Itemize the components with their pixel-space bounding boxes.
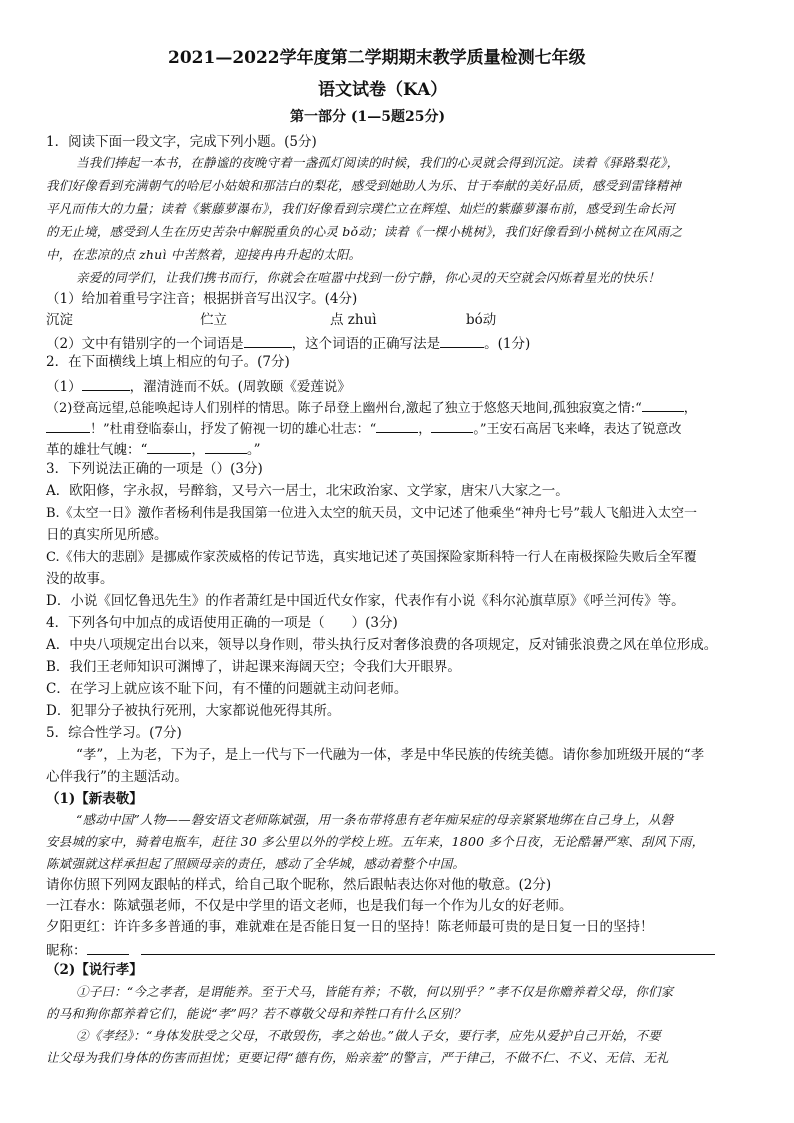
q3-option-b-cont: 日的真实所见所感。 <box>46 527 168 543</box>
q1-passage-line: 我们好像看到充满朝气的哈尼小姑娘和那洁白的梨花，感受到她助人为乐、甘于奉献的美好品质，感受到雷锋精神 <box>46 178 682 193</box>
nickname-blank[interactable] <box>87 942 129 955</box>
q3-option-a: A．欧阳修，字永叔，号醉翁，又号六一居士，北宋政治家、文学家，唐宋八大家之一。 <box>46 483 569 499</box>
answer-blank[interactable] <box>440 335 484 348</box>
answer-blank[interactable] <box>46 420 90 433</box>
q1-passage-closing: 亲爱的同学们，让我们携书而行，你就会在喧嚣中找到一份宁静，你心灵的天空就会闪烁着星光的快乐！ <box>76 270 661 285</box>
answer-blank[interactable] <box>431 420 473 433</box>
q5-stem: 5．综合性学习。(7分) <box>46 725 182 741</box>
part-heading: 第一部分 (1—5题25分) <box>290 109 446 125</box>
reply-yijiangchunshui: 一江春水：陈斌强老师，不仅是中学里的语文老师，也是我们每一个作为儿女的好老师。 <box>46 898 573 914</box>
q4-stem: 4．下列各句中加点的成语使用正确的一项是（ ）(3分) <box>46 615 398 631</box>
q5-part1-heading: （1)【新表敬】 <box>46 791 143 807</box>
answer-blank[interactable] <box>376 420 418 433</box>
quote-line: 让父母为我们身体的伤害而担忧；更要记得“德有伤，贻亲羞”的警言，严于律己，不做不仁、不义、无信、无礼 <box>46 1050 669 1065</box>
word-dianzhui: 点 zhuì <box>330 312 377 328</box>
q1-passage-line: 中，在悲凉的点 zhuì 中苦熬着，迎接冉冉升起的太阳。 <box>46 247 362 262</box>
q1-passage-line: 的无止境，感受到人生在历史苦杂中解脱重负的心灵 bǒ动；读着《一棵小桃树》，我们好像看到小桃树立在风雨之 <box>46 224 683 239</box>
q2-sub2-line3: 革的雄壮气魄：“ ， 。” <box>46 442 261 458</box>
word-zhuli: 伫立 <box>200 312 227 328</box>
q2-sub2-line2: ！”杜甫登临泰山，抒发了俯视一切的雄心壮志：“ ， 。”王安石高居飞来峰，表达了锐意改 <box>46 420 681 436</box>
quote-line: ②《孝经》：“身体发肤受之父母，不敢毁伤，孝之始也。”做人子女，要行孝，应先从爱护自己开始，不要 <box>76 1028 661 1043</box>
q4-option-d: D．犯罪分子被执行死刑，大家都说他死得其所。 <box>46 703 341 719</box>
q1-sub1: （1）给加着重号字注音；根据拼音写出汉字。(4分) <box>46 291 358 307</box>
q3-option-c: C.《伟大的悲剧》是挪威作家茨威格的传记节选，真实地记述了英国探险家斯科特一行人在南极探险失败后全军覆 <box>46 550 697 565</box>
answer-blank[interactable] <box>147 441 191 454</box>
q5-intro-cont: 心伴我行”的主题活动。 <box>46 769 188 785</box>
reply-blank[interactable] <box>141 942 715 955</box>
q2-sub2-line1: （2)登高远望,总能唤起诗人们别样的情思。陈子昂登上幽州台,激起了独立于悠悠天地间,孤独寂寞之情:“ ， <box>46 401 697 416</box>
story-line: 陈斌强就这样承担起了照顾母亲的责任，感动了全华城，感动着整个中国。 <box>46 856 466 871</box>
q1-stem: 1．阅读下面一段文字，完成下列小题。(5分) <box>46 134 317 150</box>
q3-option-d: D．小说《回忆鲁迅先生》的作者萧红是中国近代女作家，代表作有小说《科尔沁旗草原》《呼兰河传》等。 <box>46 593 685 609</box>
q4-option-c: C．在学习上就应该不耻下问，有不懂的问题就主动问老师。 <box>46 681 408 697</box>
q3-stem: 3．下列说法正确的一项是（）(3分) <box>46 461 263 477</box>
q5-task: 请你仿照下列网友跟帖的样式，给自己取个昵称，然后跟帖表达你对他的敬意。(2分) <box>46 877 552 893</box>
reply-xiyanggenghong: 夕阳更红：许许多多普通的事，难就难在是否能日复一日的坚持！陈老师最可贵的是日复一日的坚持！ <box>46 919 654 935</box>
word-chendian: 沉淀 <box>46 312 73 328</box>
q2-stem: 2．在下面横线上填上相应的句子。(7分) <box>46 354 290 370</box>
q5-part2-heading: （2)【说行孝】 <box>46 962 143 978</box>
word-bodong: bó动 <box>466 312 497 328</box>
q3-option-c-cont: 没的故事。 <box>46 571 114 587</box>
q1-sub2: （2）文中有错别字的一个词语是 ，这个词语的正确写法是 。(1分) <box>46 336 531 352</box>
q4-option-a: A．中央八项规定出台以来，领导以身作则，带头执行反对奢侈浪费的各项规定，反对铺张浪费之风在单位形成。 <box>46 637 718 653</box>
story-line: 安县城的家中，骑着电瓶车，赶往 30 多公里以外的学校上班。五年来，1800 多个日夜，无论酷暑严寒、刮风下雨， <box>46 834 705 849</box>
q1-passage-line: 平凡而伟大的力量；读着《紫藤萝瀑布》，我们好像看到宗璞伫立在辉煌、灿烂的紫藤萝瀑布前，感受到生命长河 <box>46 201 675 216</box>
answer-blank[interactable] <box>642 399 684 412</box>
q3-option-b: B.《太空一日》激作者杨利伟是我国第一位进入太空的航天员，文中记述了他乘坐“神舟七号”载人飞船进入太空一 <box>46 506 697 521</box>
paper-subtitle: 语文试卷（KA） <box>318 80 448 100</box>
exam-title: 2021—2022学年度第二学期期末教学质量检测七年级 <box>168 48 586 68</box>
quote-line: 的马和狗你都养着它们，能说“孝”吗？若不尊敬父母和养牲口有什么区别？ <box>46 1006 466 1021</box>
answer-blank[interactable] <box>244 335 292 348</box>
nickname-row: 昵称： <box>46 942 715 959</box>
story-line: “感动中国”人物——磐安语文老师陈斌强，用一条布带将患有老年痴呆症的母亲紧紧地绑在自己身上，从磐 <box>76 812 674 827</box>
answer-blank[interactable] <box>82 378 130 391</box>
q1-passage-line: 当我们捧起一本书，在静谧的夜晚守着一盏孤灯阅读的时候，我们的心灵就会得到沉淀。读着《驿路梨花》， <box>76 155 680 170</box>
quote-line: ①子曰：“今之孝者，是谓能养。至于犬马，皆能有养；不敬，何以别乎？”孝不仅是你赡养着父母，你们家 <box>76 984 674 999</box>
q2-sub1: （1） ，濯清涟而不妖。(周敦颐《爱莲说》 <box>46 379 351 395</box>
q4-option-b: B．我们王老师知识可渊博了，讲起课来海阔天空；令我们大开眼界。 <box>46 659 461 675</box>
answer-blank[interactable] <box>205 441 247 454</box>
q5-intro: “孝”，上为老，下为子，是上一代与下一代融为一体，孝是中华民族的传统美德。请你参加班级开展的“孝 <box>76 747 705 763</box>
